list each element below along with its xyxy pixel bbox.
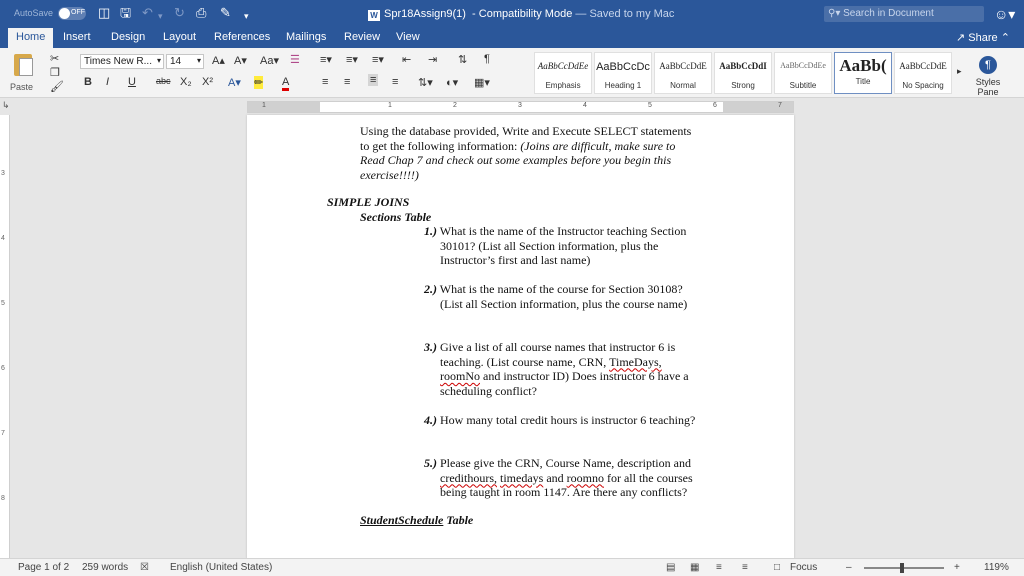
tab-mailings[interactable]: Mailings (286, 31, 327, 43)
change-case-icon[interactable]: Aa▾ (260, 55, 279, 67)
zoom-slider-track[interactable] (864, 567, 944, 569)
focus-mode-icon[interactable]: □ (774, 562, 781, 573)
ruler-number: 5 (648, 102, 652, 109)
ruler-number: 3 (1, 170, 5, 177)
customize-toolbar-icon[interactable]: ▾ (244, 11, 249, 21)
bullets-icon[interactable]: ≡▾ (320, 54, 332, 66)
share-icon: ↗ (956, 32, 966, 44)
question-line: and (543, 470, 567, 485)
align-right-icon[interactable]: ≡ (370, 74, 377, 86)
style-name: Heading 1 (604, 81, 642, 90)
strikethrough-button[interactable]: abc (156, 76, 171, 86)
print-layout-icon[interactable]: ▤ (666, 562, 676, 573)
ruler-number: 7 (1, 430, 5, 437)
question-line: What is the name of the Instructor teaching Section (439, 224, 687, 238)
undo-icon[interactable]: ↶ (142, 5, 153, 20)
style-strong[interactable] (714, 52, 772, 94)
ruler-number: 4 (1, 235, 5, 242)
ruler-number: 4 (583, 102, 587, 109)
ruler-number: 6 (1, 365, 5, 372)
borders-icon[interactable]: ▦▾ (474, 77, 490, 89)
clear-formatting-icon[interactable]: ☰ (290, 54, 300, 66)
increase-indent-icon[interactable]: ⇥ (428, 54, 438, 66)
ruler-number: 7 (778, 102, 782, 109)
font-size-value: 14 (170, 56, 182, 67)
bold-button[interactable]: B (84, 76, 92, 88)
horizontal-ruler-row (0, 98, 1024, 114)
question-line: teaching. (List course name, CRN, (440, 354, 610, 369)
undo-dropdown-icon[interactable]: ▾ (158, 11, 163, 21)
sort-icon[interactable]: ⇅ (458, 54, 468, 66)
right-margin (723, 102, 793, 112)
tab-view[interactable]: View (396, 31, 420, 43)
subscript-button[interactable]: X₂ (180, 76, 192, 88)
share-button[interactable]: ↗ Share ⌃ (956, 32, 1010, 44)
search-placeholder: Search in Document (843, 8, 934, 19)
styles-pane-button[interactable] (970, 56, 1006, 97)
document-title: W Spr18Assign9(1) - Compatibility Mode — Saved to my Mac (368, 8, 674, 21)
zoom-out-icon[interactable]: – (846, 562, 852, 573)
question-line: being taught in room 1147. Are there any conflicts? (440, 485, 688, 499)
subheading-sections-table: Sections Table (360, 210, 432, 224)
shading-icon[interactable]: ◐▾ (446, 77, 459, 89)
autosave-toggle[interactable] (58, 7, 86, 20)
styles-more-icon[interactable]: ▸ (957, 66, 962, 76)
question-line: Give a list of all course names that instructor 6 is (440, 340, 676, 354)
question-line: scheduling conflict? (440, 383, 537, 398)
ruler-number: 6 (713, 102, 717, 109)
grow-font-icon[interactable]: A▴ (212, 55, 225, 67)
highlight-icon[interactable]: ✏ (254, 77, 264, 89)
style-name: Emphasis (545, 81, 581, 90)
tab-design[interactable]: Design (111, 31, 146, 43)
heading-simple-joins: SIMPLE JOINS (327, 195, 410, 209)
chevron-down-icon: ▾ (156, 56, 161, 65)
tab-home[interactable]: Home (8, 28, 53, 48)
question-line: 30101? (List all Section information, plus the (440, 238, 659, 253)
vertical-ruler[interactable] (0, 115, 10, 558)
feedback-smiley-icon[interactable]: ☺▾ (994, 6, 1016, 22)
font-name-value: Times New R... (84, 56, 152, 67)
table-word: Table (443, 513, 474, 527)
intro-italic-line: (Joins are difficult, make sure to (520, 138, 676, 153)
tab-layout[interactable]: Layout (163, 31, 197, 43)
sidebar-toggle-icon[interactable]: ◫ (98, 5, 111, 20)
tab-references[interactable]: References (214, 31, 271, 43)
tab-review[interactable]: Review (344, 31, 381, 43)
question-line: (List all Section information, plus the course name) (440, 296, 688, 311)
proofing-icon[interactable]: ☒ (140, 562, 149, 573)
status-bar (0, 558, 1024, 576)
subheading-studentschedule-table (360, 513, 473, 528)
question-number: 2.) (424, 282, 437, 296)
web-layout-icon[interactable]: ▦ (690, 562, 700, 573)
question-number: 4.) (424, 413, 437, 427)
line-spacing-icon[interactable]: ⇅▾ (418, 77, 433, 89)
search-icon: ⚲▾ (828, 8, 841, 19)
paste-label: Paste (10, 82, 34, 92)
left-margin (248, 102, 320, 112)
ruler-number: 1 (262, 102, 266, 109)
share-label: Share (968, 32, 998, 44)
style-heading-1[interactable] (594, 52, 652, 94)
misspelled-word[interactable]: TimeDays, (609, 354, 662, 369)
style-sample: AaBbCcDdEe (537, 61, 589, 71)
style-name: Title (855, 77, 871, 86)
word-count[interactable]: 259 words (82, 562, 129, 573)
question-3 (424, 340, 689, 398)
ruler-number: 3 (518, 102, 522, 109)
style-title[interactable] (834, 52, 892, 94)
language[interactable]: English (United States) (170, 562, 273, 573)
edit-icon[interactable]: ✎ (220, 5, 231, 20)
paste-button[interactable] (10, 54, 40, 92)
clipboard-icon (14, 54, 32, 76)
document-page[interactable] (247, 115, 794, 559)
outline-view-icon[interactable]: ≡ (716, 562, 722, 573)
question-line: What is the name of the course for Section 30108? (439, 282, 683, 296)
ruler-number: 5 (1, 300, 5, 307)
style-name: Subtitle (789, 81, 817, 90)
tab-stop-icon[interactable]: ↳ (2, 100, 10, 110)
cut-icon[interactable]: ✂ (50, 53, 60, 65)
shrink-font-icon[interactable]: A▾ (234, 55, 247, 67)
misspelled-word[interactable]: roomno (566, 470, 604, 485)
ruler-number: 2 (453, 102, 457, 109)
style-sample: AaBbCcDdE (659, 61, 707, 71)
misspelled-word[interactable]: timedays (499, 470, 544, 485)
question-number: 1.) (424, 224, 437, 238)
style-sample: AaBbCcDdE (899, 61, 947, 71)
style-name: No Spacing (902, 81, 944, 90)
intro-line: Using the database provided, Write and Execute SELECT statements (360, 124, 692, 138)
styles-pane-icon: ¶ (979, 56, 997, 74)
zoom-level[interactable]: 119% (984, 562, 1009, 573)
align-left-icon[interactable]: ≡ (322, 76, 329, 88)
misspelled-word[interactable]: credithours, (440, 470, 497, 485)
italic-button[interactable]: I (106, 76, 110, 88)
print-icon[interactable]: ⎙ (196, 5, 207, 20)
autosave-state: OFF (71, 9, 85, 16)
underline-button[interactable]: U (128, 76, 136, 88)
question-number: 5.) (424, 456, 437, 470)
horizontal-ruler[interactable] (247, 101, 794, 113)
title-bar (0, 0, 1024, 28)
question-line: How many total credit hours is instructor 6 teaching? (440, 413, 696, 427)
misspelled-word[interactable]: roomNo (440, 369, 480, 383)
show-formatting-icon[interactable]: ¶ (484, 53, 490, 65)
chevron-down-icon: ▾ (196, 56, 201, 65)
style-sample: AaBbCcDdI (719, 61, 767, 71)
question-number: 3.) (424, 340, 437, 354)
word-icon: W (368, 10, 380, 21)
style-name: Strong (731, 81, 755, 90)
ribbon-tabs (0, 28, 1024, 48)
search-input[interactable] (824, 6, 984, 22)
ribbon-home (0, 48, 1024, 98)
intro-paragraph (360, 124, 691, 182)
redo-icon[interactable]: ↻ (174, 5, 185, 20)
justify-icon[interactable]: ≡ (392, 76, 399, 88)
focus-label[interactable]: Focus (790, 562, 818, 573)
document-name: Spr18Assign9(1) (384, 8, 466, 20)
multilevel-list-icon[interactable]: ≡▾ (372, 54, 384, 66)
text-effects-icon[interactable]: A▾ (228, 77, 241, 89)
numbering-icon[interactable]: ≡▾ (346, 54, 358, 66)
style-subtitle[interactable] (774, 52, 832, 94)
studentschedule-word: StudentSchedule (360, 513, 444, 527)
question-line: for all the courses (603, 470, 693, 485)
question-5 (424, 456, 693, 500)
compatibility-mode: Compatibility Mode (478, 8, 573, 20)
save-icon[interactable]: 🖫 (120, 5, 132, 20)
question-4 (424, 413, 695, 428)
intro-italic-line: exercise!!!!) (360, 167, 419, 182)
style-sample: AaBbCcDc (596, 61, 650, 73)
style-sample: AaBb( (839, 56, 887, 75)
intro-line: to get the following information: (360, 138, 521, 153)
format-painter-icon[interactable]: 🖌 (50, 81, 64, 93)
font-size-select[interactable] (166, 54, 204, 69)
ruler-number: 1 (388, 102, 392, 109)
style-emphasis[interactable] (534, 52, 592, 94)
question-line: and instructor ID) Does instructor 6 have a (480, 369, 689, 383)
tab-insert[interactable]: Insert (63, 31, 91, 43)
decrease-indent-icon[interactable]: ⇤ (402, 54, 412, 66)
saved-status: — Saved to my Mac (575, 8, 675, 20)
ruler-number: 8 (1, 495, 5, 502)
question-line: Instructor’s first and last name) (440, 253, 591, 267)
autosave-label: AutoSave (14, 8, 54, 18)
style-sample: AaBbCcDdEe (780, 61, 826, 70)
superscript-button[interactable]: X² (202, 76, 213, 88)
draft-view-icon[interactable]: ≡ (742, 562, 748, 573)
copy-icon[interactable]: ❐ (50, 67, 60, 79)
intro-italic-line: Read Chap 7 and check out some examples before you begin this (360, 153, 672, 167)
question-1 (424, 224, 686, 268)
toggle-knob (59, 8, 70, 19)
font-name-select[interactable] (80, 54, 164, 69)
font-color-icon[interactable]: A (282, 76, 289, 91)
zoom-in-icon[interactable]: + (954, 562, 960, 573)
zoom-slider-thumb[interactable] (900, 563, 904, 573)
styles-pane-label: Styles Pane (975, 77, 1001, 97)
question-line: Please give the CRN, Course Name, description and (440, 456, 691, 470)
style-no-spacing[interactable] (894, 52, 952, 94)
style-name: Normal (670, 81, 696, 90)
align-center-icon[interactable]: ≡ (344, 76, 351, 88)
page-count[interactable]: Page 1 of 2 (18, 562, 70, 573)
style-normal[interactable] (654, 52, 712, 94)
question-2 (424, 282, 687, 311)
